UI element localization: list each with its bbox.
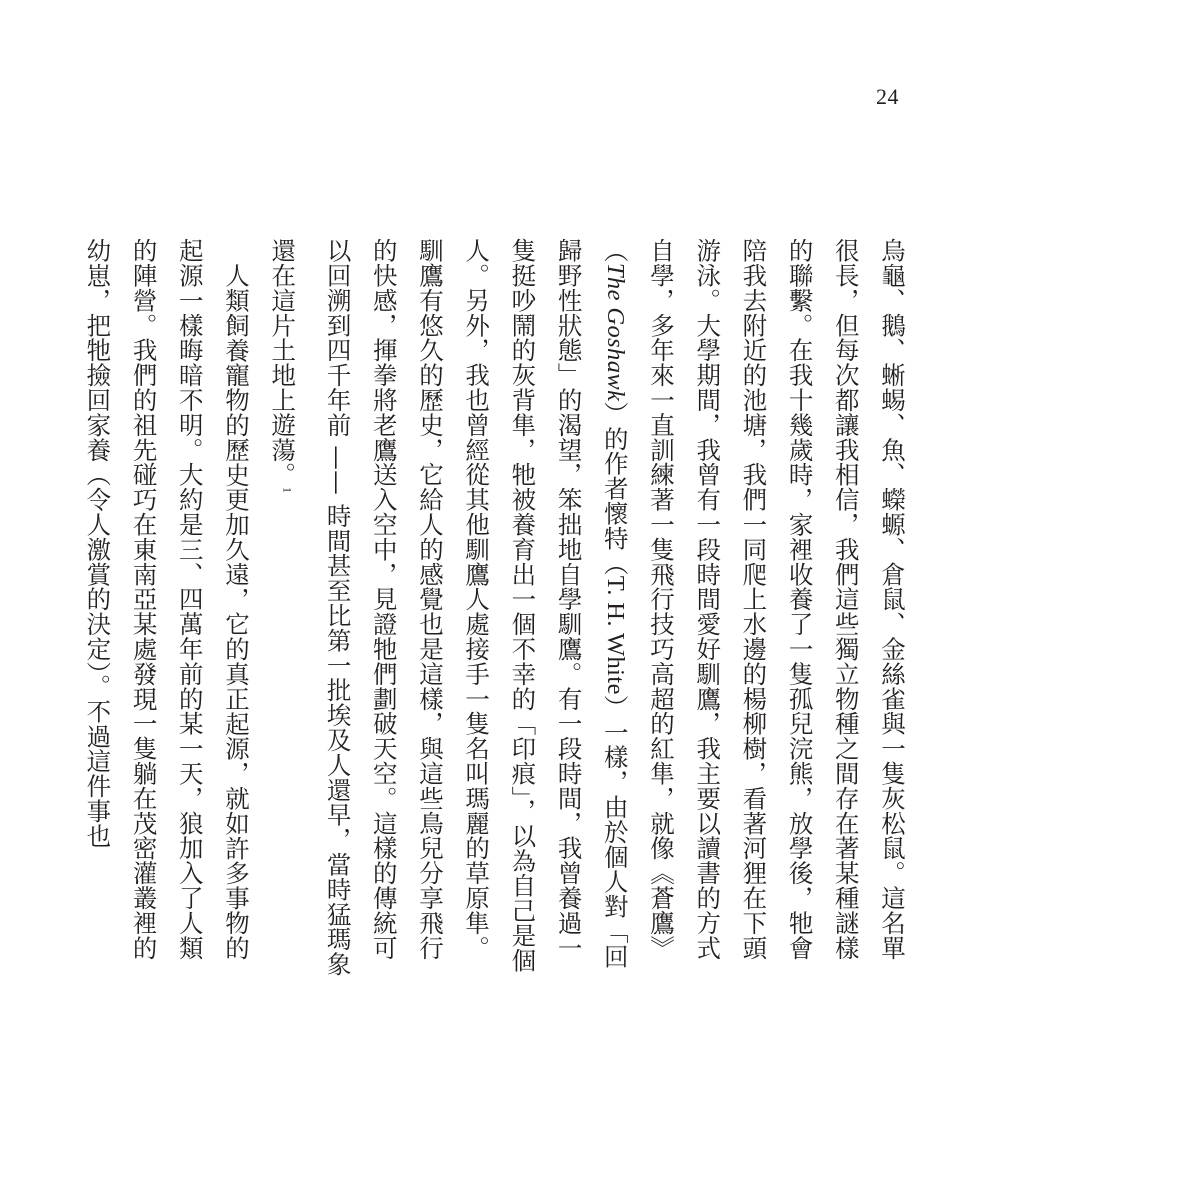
page-number: 24 — [876, 84, 899, 109]
paragraph — [259, 238, 915, 983]
book-title-latin: The Goshawk — [601, 262, 629, 402]
text-run: 烏龜、鵝、蜥蜴、魚、蠑螈、倉鼠、金絲雀與一隻灰松鼠。這名單很長，但每次都讓我相信，我們這些獨立物種之間存在著某種謎樣的聯繫。在我十幾歲時，家裡收養了一隻孤兒浣熊，放學後，牠會陪我去附近的池塘，我們一同爬上水邊的楊柳樹，看著河狸在下頭游泳。大學期間，我曾有一段時間愛好馴鷹，我主要以讀書的方式自學，多年來一直訓練著一隻飛行技巧高超的紅隼，就像《蒼鷹》（ — [600, 238, 907, 961]
author-name-latin: T. H. White — [601, 575, 629, 695]
body-text — [83, 238, 915, 983]
paragraph — [74, 238, 259, 983]
text-run: 人類飼養寵物的歷史更加久遠，它的真正起源，就如許多事物的起源一樣晦暗不明。大約是三、四萬年前的某一天，狼加入了人類的陣營。我們的祖先碰巧在東南亞某處發現一隻躺在茂密灌叢裡的幼崽，把牠撿回家養（令人激賞的決定）。不過這件事也 — [83, 238, 251, 961]
footnote-marker: 1 — [280, 487, 295, 494]
text-run: ）的作者懷特（ — [600, 401, 630, 576]
text-run: ）一樣，由於個人對「回歸野性狀態」的渴望，笨拙地自學馴鷹。有一段時間，我曾養過一隻挺吵鬧的灰背隼，牠被養育出一個不幸的「印痕」，以為自己是個人。另外，我也曾經從其他馴鷹人處接手一隻名叫瑪麗的草原隼。馴鷹有悠久的歷史，它給人的感覺也是這樣，與這些鳥兒分享飛行的快感，揮拳將老鷹送入空中，見證牠們劃破天空。這樣的傳統可以回溯到四千年前 —— 時間甚至比第一批埃及人還早，當時猛瑪象還在這片土地上遊蕩。 — [268, 238, 630, 977]
